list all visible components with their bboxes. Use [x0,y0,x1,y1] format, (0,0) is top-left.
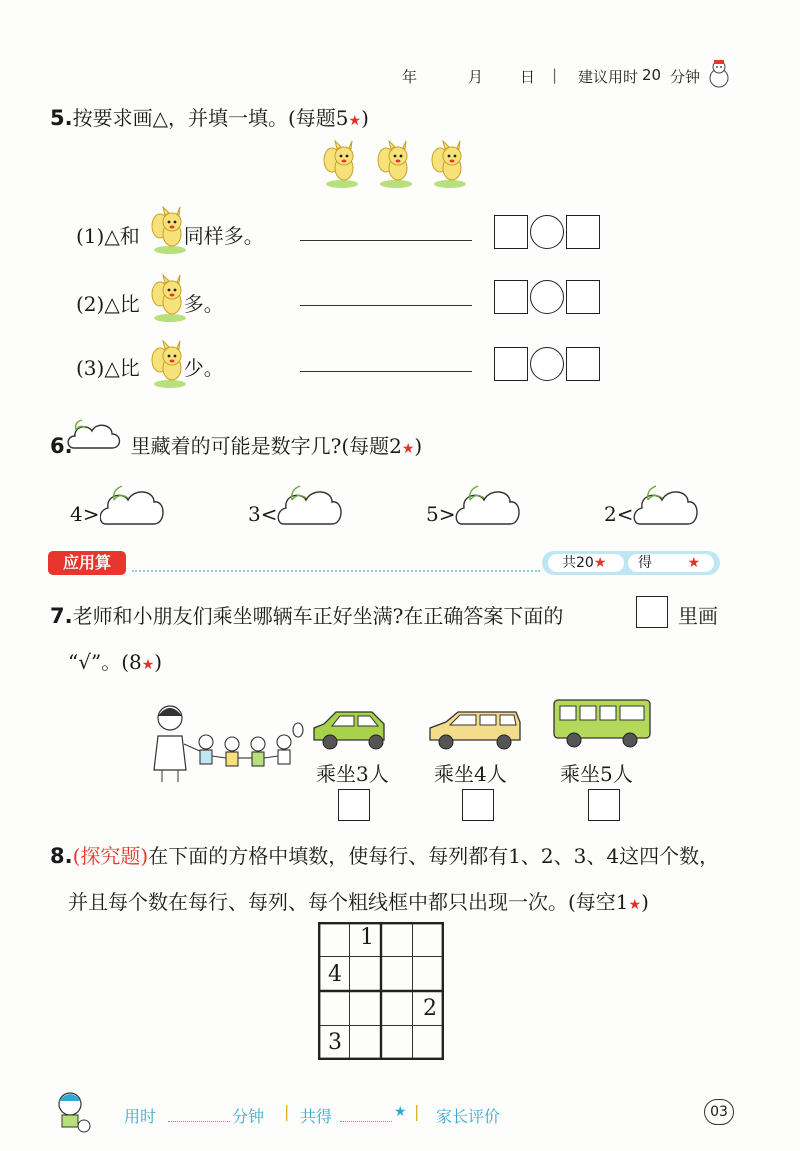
grid-cell-given: 1 [360,925,374,950]
answer-box[interactable] [566,347,600,381]
sample-box [636,596,668,628]
operator-circle[interactable] [530,347,564,381]
footer-parent-label: 家长评价 [436,1107,501,1126]
q6-item-2: 3< [248,502,278,526]
tick-box-1[interactable] [338,789,370,821]
star-icon: ★ [141,657,155,673]
grid-cell-given: 3 [328,1030,342,1055]
section-tag: 应用算 [48,551,126,575]
footer-minutes: 分钟 [232,1107,265,1126]
star-icon: ★ [348,113,362,129]
answer-line-3[interactable] [300,370,472,372]
q6-title: 6. 里藏着的可能是数字几?(每题2★) [50,434,423,458]
section-divider [132,570,540,572]
q8-tag: (探究题) [72,844,149,868]
answer-line-1[interactable] [300,239,472,241]
page-number: 03 [704,1099,734,1125]
tick-box-3[interactable] [588,789,620,821]
answer-box[interactable] [494,280,528,314]
option-label-1: 乘坐3人 [316,762,389,786]
star-icon: ★ [394,1104,407,1120]
footer-time-blank[interactable] [168,1120,230,1122]
car-icon [310,706,396,752]
q8-line1: 8.(探究题)在下面的方格中填数，使每行、每列都有1、2、3、4这四个数， [50,844,720,868]
q5-item-3: (3)△比 少。 [76,356,224,380]
grid-cell-given: 4 [328,962,342,987]
cloud-icon [634,486,697,524]
answer-box[interactable] [566,215,600,249]
q5-item-1: (1)△和 同样多。 [76,224,264,248]
q7-line2: “√”。(8★) [68,650,163,674]
answer-box[interactable] [494,347,528,381]
sudoku-grid [318,922,444,1060]
footer-total-label: 共得 [300,1107,333,1126]
q7-line1: 7.老师和小朋友们乘坐哪辆车正好坐满?在正确答案下面的 [50,604,564,628]
q5-title: 5.按要求画△，并填一填。(每题5★) [50,106,369,130]
van-icon [428,706,524,752]
q5-item-2: (2)△比 多。 [76,292,224,316]
suggest-label: 建议用时 [578,68,639,86]
grid-cell-given: 2 [423,996,437,1021]
section-bar [48,551,720,575]
star-icon: ★ [687,555,700,571]
operator-circle[interactable] [530,215,564,249]
option-label-2: 乘坐4人 [434,762,507,786]
teacher-kids-icon [140,700,305,785]
squirrel-icon [432,141,466,188]
snowman-icon [706,58,732,88]
footer: 用时 分钟 | 共得 ★ | 家长评价 [124,1102,501,1126]
year-label: 年 [402,68,418,86]
day-label: 日 [520,68,536,86]
suggest-minutes: 20 [642,66,662,84]
compare-boxes-3 [494,347,600,381]
q7-line1-end: 里画 [678,604,718,628]
star-icon: ★ [401,441,415,457]
minutes-unit: 分钟 [670,68,701,86]
cloud-icon [456,486,519,524]
answer-line-2[interactable] [300,304,472,306]
footer-score-blank[interactable] [340,1120,392,1122]
q6-item-4: 2< [604,502,634,526]
squirrel-icon [324,141,358,188]
month-label: 月 [468,68,484,86]
cloud-icon [100,486,163,524]
star-icon: ★ [628,897,642,913]
q6-item-3: 5> [426,502,456,526]
earned-score[interactable]: 得 ★ [628,554,714,572]
answer-box[interactable] [494,215,528,249]
score-pill [542,551,720,575]
star-icon: ★ [593,555,607,571]
bus-icon [550,696,654,750]
squirrel-icon [378,141,412,188]
q8-line2: 并且每个数在每行、每列、每个粗线框中都只出现一次。(每空1★) [68,890,649,914]
q6-item-1: 4> [70,502,100,526]
compare-boxes-1 [494,215,600,249]
total-score: 共20★ [548,554,624,572]
header-separator: | [552,66,558,84]
inline-squirrels [146,206,194,396]
cloud-icon [278,486,341,524]
q6-clouds [100,478,760,530]
compare-boxes-2 [494,280,600,314]
tick-box-2[interactable] [462,789,494,821]
squirrel-group [318,140,478,194]
footer-time-label: 用时 [124,1107,157,1126]
answer-box[interactable] [566,280,600,314]
option-label-3: 乘坐5人 [560,762,633,786]
operator-circle[interactable] [530,280,564,314]
